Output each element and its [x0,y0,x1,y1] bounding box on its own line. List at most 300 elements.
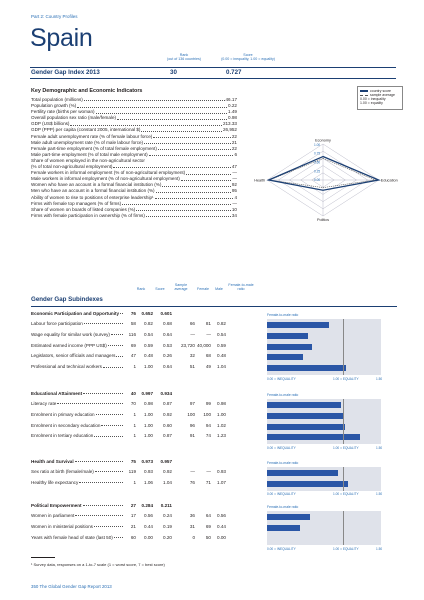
row-label: Years with female head of state (last 50) [31,534,113,540]
cell-score: 0.973 [141,459,153,464]
cell-sample: 1.04 [163,479,172,485]
cell-ratio: 0.48 [217,353,226,359]
indicator-value: 22 [231,133,237,139]
cell-female: 51 [189,364,195,370]
leader-dots [83,391,123,394]
indicator-value: 47 [231,164,237,170]
leader-dots [96,109,227,113]
radar-tick-label: 0.00 [314,178,321,183]
score-header-label: Score [243,53,253,57]
equality-line [343,319,344,375]
cell-male: 68 [205,353,211,359]
cell-ratio: 1.02 [217,422,226,428]
ratio-bar [267,402,341,408]
row-label-wrap [31,503,124,508]
row-label: Political Empowerment [31,503,82,508]
row-label-wrap [31,459,124,464]
col-sample: Sample average [174,283,188,292]
axis-tick-mid: 1.00 = EQUALITY [333,445,359,450]
cell-female: — [190,331,195,337]
axis-tick-mid: 1.00 = EQUALITY [333,492,359,497]
indicator-value: — [232,176,237,182]
leader-dots [83,503,123,506]
leader-dots [111,332,123,335]
row-label-wrap [31,480,124,485]
indicator-label: Ability of women to rise to positions of enterprise leadership¹ [31,194,154,200]
radar-tick-label: 0.25 [314,169,321,174]
ratio-bar-chart [267,399,381,452]
cell-rank: 40 [130,391,136,396]
radar-chart [238,126,408,236]
cell-rank: 1 [133,364,136,370]
row-label-wrap [31,469,124,474]
subindex-header-row [31,459,271,466]
ratio-chart-title: Female-to-male ratio [267,313,299,317]
row-label: Healthy life expectancy [31,479,79,485]
indicator-label: Share of women employed in the non-agricultural sector [31,157,145,163]
cell-female: 31 [189,523,195,529]
axis-tick-left: 0.00 = INEQUALITY [267,445,296,450]
axis-tick-mid: 1.00 = EQUALITY [333,376,359,381]
cell-sample: 0.92 [163,469,172,474]
cell-female: 23,720 [180,342,195,348]
indicator-label: Women who have an account in a formal financial institution (%) [31,182,162,188]
table-row [31,423,271,430]
cell-score: 0.54 [144,331,153,337]
country-title: Spain [30,24,93,52]
cell-male: 71 [205,479,211,485]
indicator-row [31,213,237,219]
leader-dots [136,207,231,211]
cell-male: 99 [205,401,211,406]
cell-sample: 0.92 [163,411,172,417]
axis-tick-right: 1.50 [376,376,383,381]
indicator-label: Male workers in informal employment (% of non-agricultural employment) [31,176,180,182]
axis-tick-right: 1.50 [376,445,383,450]
row-label: Estimated earned income (PPP US$) [31,342,107,348]
rank-header-sub: (out of 136 countries) [167,57,201,62]
axis-tick-left: 0.00 = INEQUALITY [267,546,296,551]
row-label-wrap [31,321,124,326]
ratio-bar [267,333,308,339]
subindex-header-row [31,391,271,398]
table-row [31,353,271,360]
row-label: Wage equality for similar work (survey) [31,331,110,337]
cell-ratio: 0.98 [217,401,226,406]
table-row [31,480,271,487]
cell-rank: 1 [133,411,136,417]
cell-sample: 0.53 [163,342,172,348]
leader-dots [116,353,123,356]
cell-sample: 0.211 [160,503,172,508]
cell-sample: 0.87 [163,433,172,439]
ggi-top-rule [30,67,396,68]
indicator-value: — [232,200,237,206]
leader-dots [79,480,123,483]
cell-male: 50 [205,534,211,540]
cell-score: 1.00 [144,364,153,370]
leader-dots [84,97,225,101]
cell-rank: 116 [128,331,136,337]
rank-header-label: Rank [179,53,189,57]
row-label-wrap [31,433,124,438]
cell-female: 91 [189,433,195,439]
cell-rank: 17 [130,513,136,518]
cell-ratio: 1.07 [217,479,226,485]
indicator-label: Overall population sex ratio (male/female) [31,115,117,121]
indicators-list [31,97,237,219]
cell-male: 40,000 [196,342,211,348]
indicator-value: 10 [231,206,237,212]
cell-rank: 1 [133,433,136,439]
ratio-chart-title: Female-to-male ratio [267,505,299,509]
leader-dots [84,321,123,324]
leader-dots [70,121,221,125]
ratio-bar [267,470,338,476]
cell-sample: 0.20 [163,534,172,540]
legend-country-swatch [360,90,368,92]
ratio-chart-title: Female-to-male ratio [267,461,299,465]
gender-gap-index-row [30,68,396,78]
leader-dots [144,140,231,144]
indicator-label: Female part-time employment (% of total female employment) [31,145,157,151]
cell-male: 81 [205,321,211,326]
col-rank: Rank [136,287,146,291]
cell-ratio: 0.56 [217,513,226,518]
col-male: Male [215,287,223,291]
radar-tick-label: 0.50 [314,160,321,165]
cell-ratio: 0.54 [217,331,226,337]
ratio-chart-title: Female-to-male ratio [267,393,299,397]
row-label: Educational Attainment [31,391,83,396]
indicator-label: GDP (PPP) per capita (constant 2005, international $) [31,127,141,133]
cell-ratio: 0.44 [217,523,226,529]
rank-header [154,53,214,62]
leader-dots [120,311,123,314]
axis-tick-mid: 1.00 = EQUALITY [333,546,359,551]
leader-dots [122,201,231,205]
indicator-label: Men who have an account in a formal financial institution (%) [31,188,155,194]
cell-female: 100 [187,411,195,417]
cell-sample: 0.26 [163,353,172,359]
col-female: Female [197,287,209,291]
footnote-rule [31,557,55,558]
indicator-label: Population growth (%) [31,103,77,109]
legend-country-label: country score [370,89,392,93]
indicator-value: 34 [231,212,237,218]
leader-dots [141,127,221,131]
axis-tick-right: 1.50 [376,546,383,551]
cell-male: 100 [203,411,211,417]
cell-sample: 0.64 [163,364,172,370]
axis-tick-right: 1.50 [376,492,383,497]
equality-line [343,399,344,444]
row-label: Sex ratio at birth (female/male) [31,469,94,474]
row-label-wrap [31,364,124,369]
ratio-bar [267,424,345,430]
leader-dots [146,213,231,217]
col-ratio: Female-to-male ratio [228,283,254,292]
indicator-value: 95 [231,188,237,194]
row-label-wrap [31,391,124,396]
indicator-label: GDP (US$ billions) [31,121,70,127]
leader-dots [181,176,232,180]
cell-score: 1.00 [144,411,153,417]
leader-dots [113,164,230,168]
indicator-value: 0.22 [228,103,237,109]
cell-sample: 0.934 [160,391,172,396]
cell-score: 1.00 [144,433,153,439]
table-row [31,513,271,520]
cell-rank: 47 [130,353,136,359]
row-label: Professional and technical workers [31,364,102,370]
ratio-bar-chart [267,511,381,553]
legend-sample-label: sample average [370,93,395,98]
leader-dots [108,343,123,346]
cell-score: 0.56 [144,513,153,518]
radar-tick-label: 1.00 [314,142,321,147]
ratio-bar-chart [267,319,381,383]
indicator-label: Female adult unemployment rate (% of female labour force) [31,133,153,139]
leader-dots [95,469,123,472]
ratio-bar [267,344,312,350]
cell-score: 0.82 [144,321,153,326]
cell-sample: 0.60 [163,422,172,428]
indicator-label: Firms with female top managers (% of firms) [31,200,122,206]
leader-dots [94,433,123,436]
ggi-rank: 30 [170,69,177,76]
row-label-wrap [31,343,124,348]
radar-axis-label-health: Health [254,178,266,183]
table-row [31,412,271,419]
row-label: Enrolment in secondary education [31,422,101,428]
cell-female: 66 [189,321,195,326]
indicator-label: Male adult unemployment rate (% of male labour force) [31,139,144,145]
indicator-label: Male part-time employment (% of total male employment) [31,151,148,157]
indicator-value: 92 [231,182,237,188]
cell-rank: 69 [130,342,136,348]
cell-rank: 76 [130,311,136,316]
row-label: Labour force participation [31,321,83,326]
indicator-label: Firms with female participation in ownership (% of firms) [31,212,145,218]
leader-dots [103,364,123,367]
table-row [31,535,271,542]
cell-score: 0.98 [144,401,153,406]
ggi-label: Gender Gap Index 2013 [31,69,100,76]
cell-sample: 0.24 [163,513,172,518]
equality-line [343,511,344,545]
indicator-label: Fertility rate (births per woman) [31,109,95,115]
indicator-value: 26,952 [222,127,237,133]
cell-male: 94 [205,422,211,428]
indicator-value: 0.98 [228,115,237,121]
cell-score: 0.59 [144,342,153,348]
leader-dots [149,152,234,156]
leader-dots [75,459,123,462]
cell-sample: 0.19 [163,523,172,529]
indicators-title: Key Demographic and Economic Indicators [31,88,143,94]
cell-female: 76 [189,479,195,485]
cell-score: 0.00 [144,534,153,540]
table-row [31,332,271,339]
cell-male: — [206,469,211,474]
row-label: Economic Participation and Opportunity [31,311,120,316]
table-row [31,321,271,328]
ratio-bar [267,481,348,487]
leader-dots [101,423,123,426]
cell-ratio: 0.59 [217,342,226,348]
ggi-score: 0.727 [226,69,242,76]
table-row [31,364,271,371]
equality-line [343,467,344,491]
leader-dots [155,195,234,199]
indicator-value: 46.17 [225,97,237,102]
cell-female: 96 [189,422,195,428]
ggi-bottom-rule [30,78,396,79]
ratio-bar [267,322,329,328]
ratio-bar-chart [267,467,381,499]
cell-sample: 0.68 [163,321,172,326]
cell-ratio: 1.00 [217,411,226,417]
ratio-bar [267,365,346,371]
row-label: Enrolment in tertiary education [31,433,94,439]
row-label: Legislators, senior officials and managers [31,353,116,359]
row-label: Enrolment in primary education [31,411,95,417]
indicator-label: Female workers in informal employment (% of non-agricultural employment) [31,170,186,176]
cell-female: 97 [189,401,195,406]
cell-score: 0.997 [141,391,153,396]
cell-rank: 60 [130,534,136,540]
page-folio: 350 The Global Gender Gap Report 2013 [31,584,112,589]
cell-male: — [206,331,211,337]
radar-axis-label-politics: Politics [316,218,330,222]
cell-sample: 0.601 [160,311,172,316]
table-row [31,524,271,531]
cell-male: 49 [205,364,211,370]
table-row [31,433,271,440]
cell-ratio: 1.23 [217,433,226,439]
cell-female: 36 [189,513,195,518]
cell-ratio: 0.93 [217,469,226,474]
cell-female: 0 [192,534,195,540]
footnote: ¹ Survey data, responses on a 1-to-7 scale (1 = worst score, 7 = best score) [31,562,165,567]
cell-sample: 0.64 [163,331,172,337]
legend-sample-swatch [360,95,368,96]
cell-rank: 58 [130,321,136,326]
row-label: Women in ministerial positions [31,523,93,529]
leader-dots [114,535,123,538]
cell-rank: 75 [130,459,136,464]
ratio-bar [267,354,303,360]
cell-ratio: 0.00 [217,534,226,540]
row-label-wrap [31,423,124,428]
leader-dots [117,115,227,119]
cell-rank: 1 [133,422,136,428]
cell-score: 0.48 [144,353,153,359]
cell-female: 32 [189,353,195,359]
table-row [31,401,271,408]
leader-dots [158,146,231,150]
cell-score: 0.284 [141,503,153,508]
part-label: Part 2: Country Profiles [31,14,78,19]
leader-dots [156,188,231,192]
cell-ratio: 0.82 [217,321,226,326]
row-label-wrap [31,412,124,417]
radar-axis-label-education: Education [380,178,398,183]
indicator-value: 22 [231,145,237,151]
leader-dots [96,412,123,415]
cell-rank: 1 [133,479,136,485]
row-label-wrap [31,353,124,358]
score-header [208,53,288,62]
indicator-value: 21 [231,139,237,145]
leader-dots [162,182,230,186]
indicator-label: Total population (millions) [31,97,83,102]
leader-dots [94,524,123,527]
row-label-wrap [31,535,124,540]
ratio-bar [267,525,300,531]
axis-tick-left: 0.00 = INEQUALITY [267,492,296,497]
leader-dots [57,401,123,404]
row-label: Women in parliament [31,513,75,518]
row-label-wrap [31,311,124,316]
subindexes-title: Gender Gap Subindexes [31,296,103,303]
col-score: Score [155,287,165,291]
legend-note-2: 1.00 = equality [360,101,383,106]
radar-axis-label-economy: Economy [315,138,331,143]
table-row [31,343,271,350]
ratio-bar [267,514,310,520]
cell-score: 1.00 [144,422,153,428]
indicator-label: (% of total non-agricultural employment) [31,164,113,170]
cell-female: — [190,469,195,474]
cell-rank: 70 [130,401,136,406]
radar-tick-label: 0.75 [314,151,321,156]
indicator-value: 1.49 [228,109,237,115]
legend-note-1: 0.00 = inequality [360,97,386,102]
indicator-value: 6 [234,151,237,157]
indicator-value: — [232,170,237,176]
ratio-bar [267,413,343,419]
row-label-wrap [31,332,124,337]
cell-score: 0.652 [141,311,153,316]
cell-score: 0.44 [144,523,153,529]
cell-rank: 21 [130,523,136,529]
cell-male: 74 [205,433,211,439]
cell-male: 64 [205,513,211,518]
leader-dots [75,513,123,516]
cell-score: 0.93 [144,469,153,474]
radar-legend [357,86,403,110]
subindex-header-row [31,503,271,510]
leader-dots [77,103,227,107]
row-label-wrap [31,401,124,406]
indicator-value: 4 [234,194,237,200]
leader-dots [153,134,231,138]
cell-ratio: 1.04 [217,364,226,370]
ratio-bar [267,434,360,440]
row-label: Health and Survival [31,459,74,464]
axis-tick-left: 0.00 = INEQUALITY [267,376,296,381]
subindex-header-row [31,311,271,318]
table-row [31,469,271,476]
cell-sample: 0.87 [163,401,172,406]
indicator-label: Share of women on boards of listed companies (%) [31,206,136,212]
row-label-wrap [31,524,124,529]
cell-rank: 119 [128,469,136,474]
indicator-value: 213.33 [222,121,237,127]
subindexes-rule [31,306,397,307]
